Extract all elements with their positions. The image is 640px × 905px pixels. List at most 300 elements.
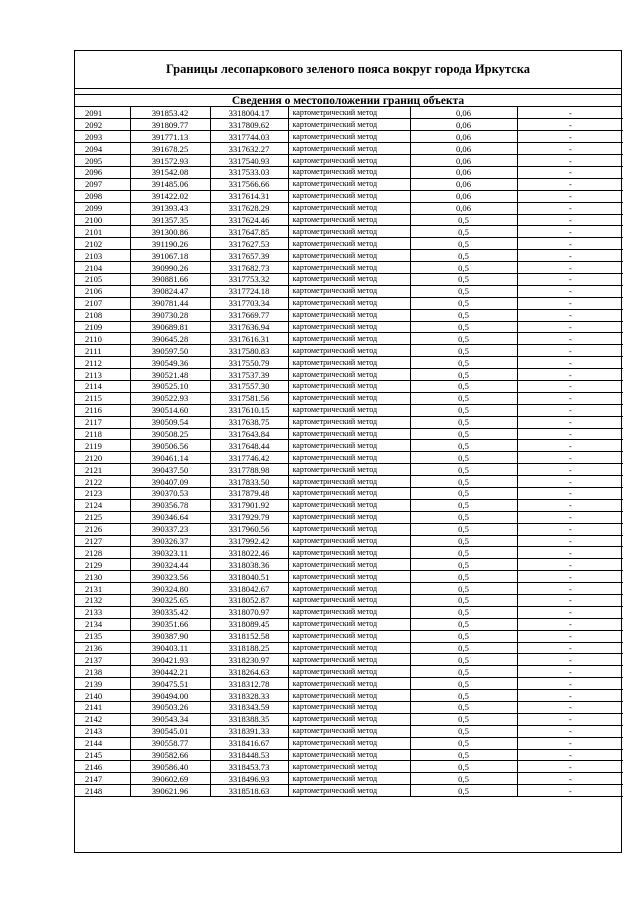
cell-point-number: 2108 xyxy=(75,309,130,321)
table-row xyxy=(75,285,623,297)
cell-x-coordinate: 390824.47 xyxy=(130,285,210,297)
table-row xyxy=(75,369,623,381)
cell-note: - xyxy=(517,511,623,523)
cell-x-coordinate: 390337.23 xyxy=(130,523,210,535)
cell-y-coordinate: 3317833.50 xyxy=(210,476,288,488)
cell-y-coordinate: 3317901.92 xyxy=(210,499,288,511)
table-row xyxy=(75,166,623,178)
cell-note: - xyxy=(517,262,623,274)
cell-method: картометрический метод xyxy=(288,250,410,262)
cell-y-coordinate: 3318328.33 xyxy=(210,690,288,702)
table-row xyxy=(75,119,623,131)
table-row xyxy=(75,309,623,321)
cell-point-number: 2095 xyxy=(75,155,130,167)
cell-point-number: 2104 xyxy=(75,262,130,274)
cell-method: картометрический метод xyxy=(288,357,410,369)
cell-accuracy: 0,5 xyxy=(410,273,517,285)
cell-y-coordinate: 3317636.94 xyxy=(210,321,288,333)
cell-note: - xyxy=(517,725,623,737)
table-row xyxy=(75,499,623,511)
cell-y-coordinate: 3317724.18 xyxy=(210,285,288,297)
cell-x-coordinate: 390781.44 xyxy=(130,297,210,309)
cell-accuracy: 0,5 xyxy=(410,476,517,488)
cell-accuracy: 0,5 xyxy=(410,214,517,226)
cell-accuracy: 0,5 xyxy=(410,571,517,583)
cell-accuracy: 0,5 xyxy=(410,392,517,404)
cell-y-coordinate: 3317580.83 xyxy=(210,345,288,357)
cell-x-coordinate: 391809.77 xyxy=(130,119,210,131)
cell-point-number: 2117 xyxy=(75,416,130,428)
cell-method: картометрический метод xyxy=(288,499,410,511)
cell-method: картометрический метод xyxy=(288,238,410,250)
cell-method: картометрический метод xyxy=(288,678,410,690)
cell-note: - xyxy=(517,143,623,155)
cell-y-coordinate: 3318312.78 xyxy=(210,678,288,690)
table-row xyxy=(75,630,623,642)
cell-method: картометрический метод xyxy=(288,464,410,476)
table-row xyxy=(75,262,623,274)
cell-accuracy: 0,06 xyxy=(410,119,517,131)
cell-x-coordinate: 391678.25 xyxy=(130,143,210,155)
cell-method: картометрический метод xyxy=(288,392,410,404)
cell-x-coordinate: 390503.26 xyxy=(130,702,210,714)
cell-y-coordinate: 3317550.79 xyxy=(210,357,288,369)
cell-point-number: 2140 xyxy=(75,690,130,702)
cell-x-coordinate: 390323.11 xyxy=(130,547,210,559)
cell-method: картометрический метод xyxy=(288,523,410,535)
cell-method: картометрический метод xyxy=(288,416,410,428)
cell-method: картометрический метод xyxy=(288,214,410,226)
cell-accuracy: 0,5 xyxy=(410,488,517,500)
table-row xyxy=(75,488,623,500)
cell-method: картометрический метод xyxy=(288,131,410,143)
cell-accuracy: 0,5 xyxy=(410,357,517,369)
cell-y-coordinate: 3317746.42 xyxy=(210,452,288,464)
cell-x-coordinate: 391067.18 xyxy=(130,250,210,262)
table-row xyxy=(75,190,623,202)
cell-note: - xyxy=(517,214,623,226)
cell-method: картометрический метод xyxy=(288,285,410,297)
cell-y-coordinate: 3317744.03 xyxy=(210,131,288,143)
cell-point-number: 2122 xyxy=(75,476,130,488)
cell-y-coordinate: 3317929.79 xyxy=(210,511,288,523)
cell-method: картометрический метод xyxy=(288,559,410,571)
cell-point-number: 2144 xyxy=(75,737,130,749)
cell-accuracy: 0,5 xyxy=(410,369,517,381)
cell-x-coordinate: 391422.02 xyxy=(130,190,210,202)
cell-method: картометрический метод xyxy=(288,725,410,737)
cell-y-coordinate: 3318448.53 xyxy=(210,749,288,761)
table-row xyxy=(75,464,623,476)
cell-method: картометрический метод xyxy=(288,404,410,416)
table-subtitle: Сведения о местоположении границ объекта xyxy=(75,95,621,107)
cell-note: - xyxy=(517,749,623,761)
cell-y-coordinate: 3318070.97 xyxy=(210,606,288,618)
cell-accuracy: 0,06 xyxy=(410,202,517,214)
cell-accuracy: 0,5 xyxy=(410,725,517,737)
cell-point-number: 2099 xyxy=(75,202,130,214)
cell-x-coordinate: 391485.06 xyxy=(130,178,210,190)
cell-method: картометрический метод xyxy=(288,642,410,654)
cell-y-coordinate: 3317610.15 xyxy=(210,404,288,416)
cell-accuracy: 0,5 xyxy=(410,654,517,666)
table-row xyxy=(75,725,623,737)
cell-note: - xyxy=(517,297,623,309)
cell-y-coordinate: 3317638.75 xyxy=(210,416,288,428)
cell-point-number: 2139 xyxy=(75,678,130,690)
cell-note: - xyxy=(517,440,623,452)
cell-point-number: 2118 xyxy=(75,428,130,440)
table-row xyxy=(75,440,623,452)
cell-method: картометрический метод xyxy=(288,309,410,321)
cell-note: - xyxy=(517,428,623,440)
cell-accuracy: 0,5 xyxy=(410,595,517,607)
cell-method: картометрический метод xyxy=(288,202,410,214)
cell-note: - xyxy=(517,666,623,678)
table-row xyxy=(75,416,623,428)
table-row xyxy=(75,143,623,155)
cell-note: - xyxy=(517,416,623,428)
cell-x-coordinate: 390326.37 xyxy=(130,535,210,547)
cell-x-coordinate: 390521.48 xyxy=(130,369,210,381)
table-row xyxy=(75,618,623,630)
cell-y-coordinate: 3317992.42 xyxy=(210,535,288,547)
cell-method: картометрический метод xyxy=(288,178,410,190)
cell-point-number: 2146 xyxy=(75,761,130,773)
cell-accuracy: 0,5 xyxy=(410,499,517,511)
cell-point-number: 2141 xyxy=(75,702,130,714)
cell-accuracy: 0,5 xyxy=(410,535,517,547)
table-row xyxy=(75,214,623,226)
cell-accuracy: 0,06 xyxy=(410,131,517,143)
cell-note: - xyxy=(517,559,623,571)
cell-note: - xyxy=(517,380,623,392)
cell-y-coordinate: 3318089.45 xyxy=(210,618,288,630)
cell-method: картометрический метод xyxy=(288,785,410,797)
cell-accuracy: 0,5 xyxy=(410,630,517,642)
table-row xyxy=(75,404,623,416)
cell-method: картометрический метод xyxy=(288,595,410,607)
table-row xyxy=(75,202,623,214)
table-row xyxy=(75,380,623,392)
cell-accuracy: 0,5 xyxy=(410,773,517,785)
cell-note: - xyxy=(517,488,623,500)
table-row xyxy=(75,595,623,607)
cell-accuracy: 0,5 xyxy=(410,428,517,440)
cell-note: - xyxy=(517,345,623,357)
cell-y-coordinate: 3317628.29 xyxy=(210,202,288,214)
table-row xyxy=(75,737,623,749)
cell-x-coordinate: 390621.96 xyxy=(130,785,210,797)
table-row xyxy=(75,666,623,678)
cell-accuracy: 0,5 xyxy=(410,250,517,262)
cell-x-coordinate: 390558.77 xyxy=(130,737,210,749)
cell-note: - xyxy=(517,761,623,773)
cell-accuracy: 0,5 xyxy=(410,749,517,761)
cell-point-number: 2100 xyxy=(75,214,130,226)
cell-method: картометрический метод xyxy=(288,749,410,761)
cell-point-number: 2097 xyxy=(75,178,130,190)
cell-y-coordinate: 3317627.53 xyxy=(210,238,288,250)
cell-point-number: 2147 xyxy=(75,773,130,785)
table-row xyxy=(75,511,623,523)
document-title: Границы лесопаркового зеленого пояса вокруг города Иркутска xyxy=(75,51,621,89)
cell-x-coordinate: 390549.36 xyxy=(130,357,210,369)
cell-y-coordinate: 3318004.17 xyxy=(210,107,288,119)
table-row xyxy=(75,547,623,559)
cell-x-coordinate: 390522.93 xyxy=(130,392,210,404)
table-row xyxy=(75,523,623,535)
cell-x-coordinate: 390475.51 xyxy=(130,678,210,690)
cell-note: - xyxy=(517,178,623,190)
cell-note: - xyxy=(517,166,623,178)
cell-accuracy: 0,5 xyxy=(410,321,517,333)
cell-x-coordinate: 390437.50 xyxy=(130,464,210,476)
cell-y-coordinate: 3317788.98 xyxy=(210,464,288,476)
cell-x-coordinate: 390461.14 xyxy=(130,452,210,464)
cell-method: картометрический метод xyxy=(288,190,410,202)
cell-note: - xyxy=(517,523,623,535)
cell-method: картометрический метод xyxy=(288,583,410,595)
cell-y-coordinate: 3317809.62 xyxy=(210,119,288,131)
cell-note: - xyxy=(517,392,623,404)
cell-x-coordinate: 390351.66 xyxy=(130,618,210,630)
cell-y-coordinate: 3318230.97 xyxy=(210,654,288,666)
cell-method: картометрический метод xyxy=(288,618,410,630)
cell-y-coordinate: 3318518.63 xyxy=(210,785,288,797)
cell-note: - xyxy=(517,547,623,559)
cell-note: - xyxy=(517,713,623,725)
cell-point-number: 2091 xyxy=(75,107,130,119)
cell-method: картометрический метод xyxy=(288,321,410,333)
table-row xyxy=(75,452,623,464)
cell-point-number: 2134 xyxy=(75,618,130,630)
boundary-points-table xyxy=(75,107,623,797)
cell-method: картометрический метод xyxy=(288,761,410,773)
cell-x-coordinate: 390335.42 xyxy=(130,606,210,618)
table-row xyxy=(75,238,623,250)
cell-method: картометрический метод xyxy=(288,380,410,392)
cell-point-number: 2115 xyxy=(75,392,130,404)
cell-x-coordinate: 390323.56 xyxy=(130,571,210,583)
cell-accuracy: 0,5 xyxy=(410,262,517,274)
cell-point-number: 2116 xyxy=(75,404,130,416)
cell-accuracy: 0,5 xyxy=(410,666,517,678)
cell-y-coordinate: 3317647.85 xyxy=(210,226,288,238)
cell-y-coordinate: 3318188.25 xyxy=(210,642,288,654)
table-row xyxy=(75,785,623,797)
cell-accuracy: 0,5 xyxy=(410,226,517,238)
cell-accuracy: 0,5 xyxy=(410,511,517,523)
table-row xyxy=(75,273,623,285)
cell-note: - xyxy=(517,119,623,131)
cell-method: картометрический метод xyxy=(288,606,410,618)
cell-x-coordinate: 390602.69 xyxy=(130,773,210,785)
cell-method: картометрический метод xyxy=(288,226,410,238)
cell-method: картометрический метод xyxy=(288,713,410,725)
table-row xyxy=(75,155,623,167)
cell-method: картометрический метод xyxy=(288,119,410,131)
cell-note: - xyxy=(517,618,623,630)
cell-point-number: 2120 xyxy=(75,452,130,464)
cell-point-number: 2098 xyxy=(75,190,130,202)
cell-note: - xyxy=(517,369,623,381)
cell-note: - xyxy=(517,535,623,547)
cell-point-number: 2107 xyxy=(75,297,130,309)
cell-y-coordinate: 3318042.67 xyxy=(210,583,288,595)
cell-note: - xyxy=(517,333,623,345)
cell-accuracy: 0,5 xyxy=(410,678,517,690)
cell-accuracy: 0,5 xyxy=(410,464,517,476)
cell-note: - xyxy=(517,107,623,119)
table-row xyxy=(75,713,623,725)
cell-point-number: 2113 xyxy=(75,369,130,381)
cell-point-number: 2096 xyxy=(75,166,130,178)
cell-note: - xyxy=(517,250,623,262)
cell-accuracy: 0,06 xyxy=(410,107,517,119)
table-row xyxy=(75,559,623,571)
cell-y-coordinate: 3318022.46 xyxy=(210,547,288,559)
cell-x-coordinate: 390582.66 xyxy=(130,749,210,761)
cell-method: картометрический метод xyxy=(288,476,410,488)
cell-note: - xyxy=(517,273,623,285)
cell-point-number: 2148 xyxy=(75,785,130,797)
cell-method: картометрический метод xyxy=(288,166,410,178)
cell-accuracy: 0,5 xyxy=(410,333,517,345)
cell-accuracy: 0,5 xyxy=(410,452,517,464)
cell-note: - xyxy=(517,357,623,369)
table-row xyxy=(75,773,623,785)
table-row xyxy=(75,690,623,702)
cell-point-number: 2119 xyxy=(75,440,130,452)
table-row xyxy=(75,571,623,583)
cell-method: картометрический метод xyxy=(288,702,410,714)
cell-accuracy: 0,5 xyxy=(410,690,517,702)
cell-x-coordinate: 390324.80 xyxy=(130,583,210,595)
cell-y-coordinate: 3318052.87 xyxy=(210,595,288,607)
cell-y-coordinate: 3317566.66 xyxy=(210,178,288,190)
cell-note: - xyxy=(517,321,623,333)
cell-accuracy: 0,5 xyxy=(410,583,517,595)
cell-method: картометрический метод xyxy=(288,345,410,357)
cell-accuracy: 0,06 xyxy=(410,155,517,167)
cell-method: картометрический метод xyxy=(288,155,410,167)
cell-x-coordinate: 390346.64 xyxy=(130,511,210,523)
table-row xyxy=(75,107,623,119)
cell-accuracy: 0,5 xyxy=(410,416,517,428)
cell-x-coordinate: 390407.09 xyxy=(130,476,210,488)
cell-method: картометрический метод xyxy=(288,262,410,274)
table-row xyxy=(75,606,623,618)
table-row xyxy=(75,654,623,666)
cell-method: картометрический метод xyxy=(288,428,410,440)
cell-y-coordinate: 3318264.63 xyxy=(210,666,288,678)
cell-note: - xyxy=(517,202,623,214)
cell-note: - xyxy=(517,630,623,642)
cell-point-number: 2121 xyxy=(75,464,130,476)
cell-accuracy: 0,5 xyxy=(410,642,517,654)
cell-note: - xyxy=(517,654,623,666)
table-row xyxy=(75,392,623,404)
cell-point-number: 2127 xyxy=(75,535,130,547)
cell-method: картометрический метод xyxy=(288,511,410,523)
table-row xyxy=(75,678,623,690)
cell-x-coordinate: 390689.81 xyxy=(130,321,210,333)
cell-x-coordinate: 390586.40 xyxy=(130,761,210,773)
cell-y-coordinate: 3317614.31 xyxy=(210,190,288,202)
table-row xyxy=(75,476,623,488)
cell-note: - xyxy=(517,190,623,202)
cell-x-coordinate: 391853.42 xyxy=(130,107,210,119)
cell-y-coordinate: 3317657.39 xyxy=(210,250,288,262)
cell-x-coordinate: 390545.01 xyxy=(130,725,210,737)
table-row xyxy=(75,749,623,761)
cell-x-coordinate: 391190.26 xyxy=(130,238,210,250)
cell-y-coordinate: 3317669.77 xyxy=(210,309,288,321)
cell-note: - xyxy=(517,785,623,797)
cell-point-number: 2123 xyxy=(75,488,130,500)
cell-accuracy: 0,5 xyxy=(410,785,517,797)
table-row xyxy=(75,357,623,369)
cell-point-number: 2132 xyxy=(75,595,130,607)
cell-x-coordinate: 391357.35 xyxy=(130,214,210,226)
cell-accuracy: 0,5 xyxy=(410,547,517,559)
cell-note: - xyxy=(517,238,623,250)
cell-point-number: 2093 xyxy=(75,131,130,143)
cell-point-number: 2126 xyxy=(75,523,130,535)
cell-x-coordinate: 390514.60 xyxy=(130,404,210,416)
cell-accuracy: 0,5 xyxy=(410,713,517,725)
cell-accuracy: 0,5 xyxy=(410,606,517,618)
cell-x-coordinate: 391771.13 xyxy=(130,131,210,143)
cell-x-coordinate: 390325.65 xyxy=(130,595,210,607)
table-row xyxy=(75,535,623,547)
cell-x-coordinate: 390645.28 xyxy=(130,333,210,345)
cell-x-coordinate: 390597.50 xyxy=(130,345,210,357)
cell-point-number: 2133 xyxy=(75,606,130,618)
cell-note: - xyxy=(517,309,623,321)
cell-point-number: 2124 xyxy=(75,499,130,511)
cell-point-number: 2135 xyxy=(75,630,130,642)
cell-x-coordinate: 391572.93 xyxy=(130,155,210,167)
cell-point-number: 2142 xyxy=(75,713,130,725)
cell-accuracy: 0,06 xyxy=(410,166,517,178)
cell-x-coordinate: 390442.21 xyxy=(130,666,210,678)
cell-y-coordinate: 3317879.48 xyxy=(210,488,288,500)
table-row xyxy=(75,702,623,714)
cell-y-coordinate: 3318496.93 xyxy=(210,773,288,785)
cell-y-coordinate: 3318416.67 xyxy=(210,737,288,749)
cell-point-number: 2111 xyxy=(75,345,130,357)
cell-x-coordinate: 391300.86 xyxy=(130,226,210,238)
cell-y-coordinate: 3318391.33 xyxy=(210,725,288,737)
cell-point-number: 2101 xyxy=(75,226,130,238)
cell-y-coordinate: 3317648.44 xyxy=(210,440,288,452)
cell-point-number: 2103 xyxy=(75,250,130,262)
cell-accuracy: 0,5 xyxy=(410,404,517,416)
cell-point-number: 2105 xyxy=(75,273,130,285)
cell-y-coordinate: 3317632.27 xyxy=(210,143,288,155)
cell-y-coordinate: 3317533.03 xyxy=(210,166,288,178)
table-row xyxy=(75,321,623,333)
cell-point-number: 2114 xyxy=(75,380,130,392)
cell-y-coordinate: 3318343.59 xyxy=(210,702,288,714)
cell-x-coordinate: 390370.53 xyxy=(130,488,210,500)
cell-x-coordinate: 390543.34 xyxy=(130,713,210,725)
table-row xyxy=(75,761,623,773)
cell-method: картометрический метод xyxy=(288,571,410,583)
cell-note: - xyxy=(517,404,623,416)
